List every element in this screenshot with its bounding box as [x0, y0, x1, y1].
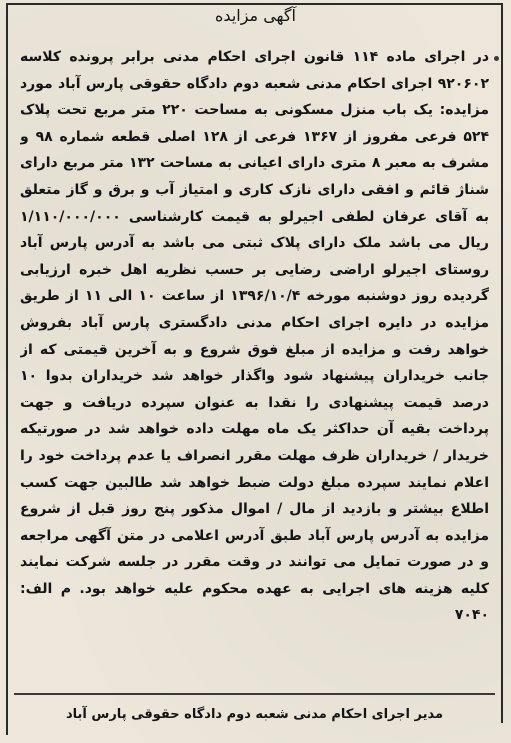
bullet-dot-icon — [494, 56, 499, 61]
notice-title: آگهی مزایده — [215, 6, 296, 25]
right-border-line — [501, 3, 503, 723]
top-border-line — [8, 3, 503, 5]
signature-separator-line — [14, 693, 495, 695]
notice-signature: مدیر اجرای احکام مدنی شعبه دوم دادگاه حقوقی پارس آباد — [65, 707, 444, 722]
notice-body-text: در اجرای ماده ۱۱۴ قانون اجرای احکام مدنی برابر پرونده کلاسه ۹۲۰۶۰۲ اجرای احکام مدنی شعبه دوم دادگاه حقوقی پارس آباد مورد مزایده: یک باب منزل مسکونی به مساحت ۲۲۰ متر مربع تحت پلاک ۵۲۴ فرعی مفروز از ۱۳۶۷ فرعی از ۱۲۸ اصلی قطعه شماره ۹۸ و مشرف به معبر ۸ متری دارای اعیانی به مساحت ۱۳۲ متر مربع دارای شناژ قائم و افقی دارای نازک کاری و امتیاز آب و برق و گاز متعلق به آقای عرفان لطفی اجیرلو به قیمت کارشناسی ۱/۱۱۰/۰۰۰/۰۰۰ ریال می باشد ملک دارای پلاک ثبتی می باشد به آدرس پارس آباد روستای اجیرلو اراضی رضایی بر حسب نظریه اهل خبره ارزیابی گردیده روز دوشنبه مورخه ۱۳۹۶/۱۰/۴ از ساعت ۱۰ الی ۱۱ از طریق مزایده در دایره اجرای احکام مدنی دادگستری پارس آباد بفروش خواهد رفت و مزایده از مبلغ فوق شروع و به آخرین قیمتی که از جانب خریداران پیشنهاد شود واگذار خواهد شد خریداران بدوا ۱۰ درصد قیمت پیشنهادی را نقدا به عنوان سپرده دریافت و جهت پرداخت بقیه آن حداکثر یک ماه مهلت داده خواهد شد در صورتیکه خریدار / خریداران ظرف مهلت مقرر انصراف یا عدم پرداخت خود را اعلام نمایند سپرده مبلغ دولت ضبط خواهد شد طالبین جهت کسب اطلاع بیشتر و بازدید از مال / اموال مذکور پنج روز قبل از شروع مزایده به آدرس پارس آباد طبق آدرس اعلامی در متن آگهی مراجعه و در صورت تمایل می توانند در وقت مقرر در جلسه شرکت نمایند کلیه هزینه های اجرایی به عهده محکوم علیه خواهد بود. م الف: ۷۰۴۰ — [20, 49, 489, 624]
left-border-line — [6, 3, 8, 735]
